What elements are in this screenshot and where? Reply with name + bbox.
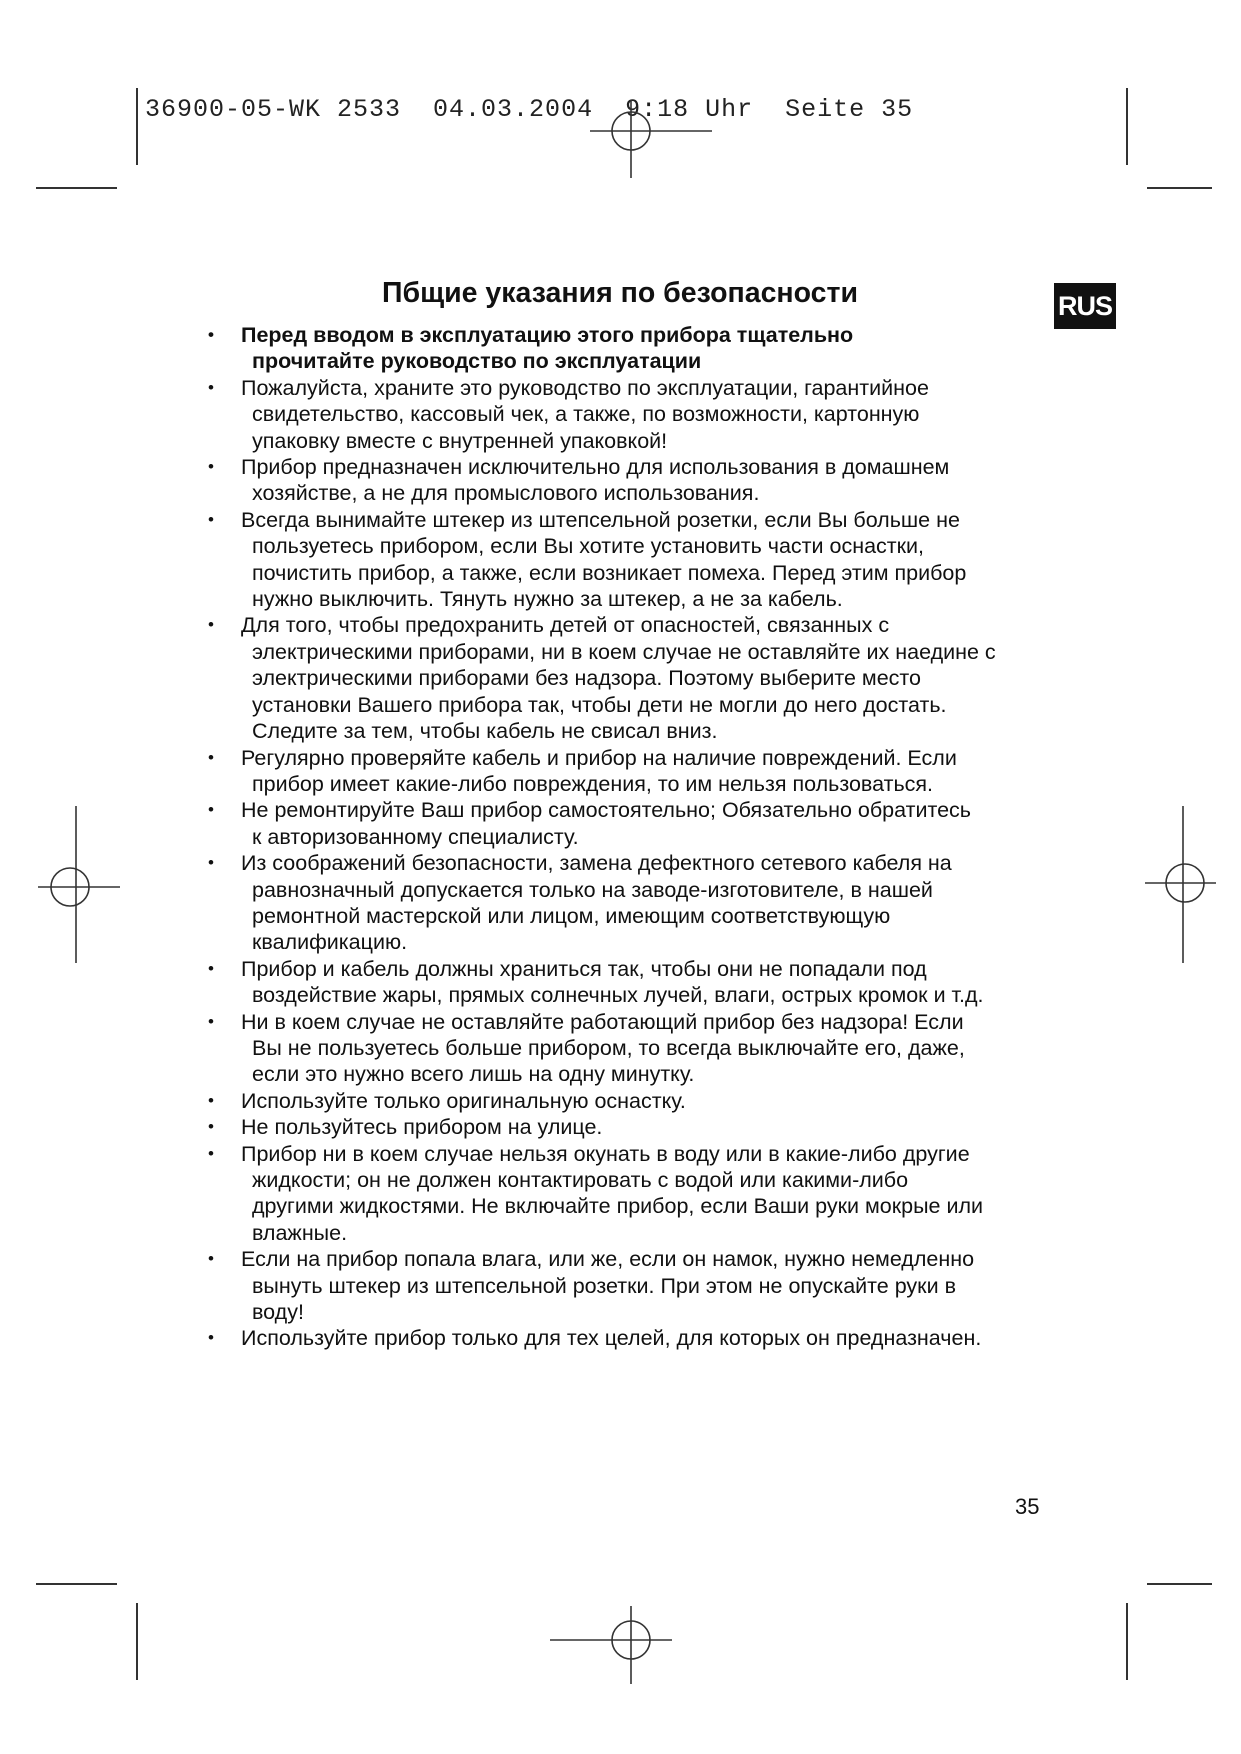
list-item-line: • Перед вводом в эксплуатацию этого прибора тщательно: [241, 323, 854, 347]
list-item-line: ремонтной мастерской или лицом, имеющим соответствующую: [252, 903, 891, 928]
list-item-line: вынуть штекер из штепсельной розетки. При этом не опускайте руки в: [252, 1273, 956, 1298]
list-item-line: воздействие жары, прямых солнечных лучей, влаги, острых кромок и т.д.: [252, 983, 984, 1008]
list-item-line: • Не пользуйтесь прибором на улице.: [241, 1115, 603, 1140]
list-item-line: • Пожалуйста, храните это руководство по эксплуатации, гарантийное: [241, 375, 929, 400]
list-item: [208, 1088, 1068, 1114]
list-item: [208, 956, 1068, 1009]
list-item-line: • Регулярно проверяйте кабель и прибор на наличие повреждений. Если: [241, 745, 957, 770]
list-item-line: свидетельство, кассовый чек, а также, по возможности, картонную: [252, 402, 920, 427]
registration-mark-left: [38, 806, 120, 963]
list-item-line: квалификацию.: [252, 930, 408, 955]
registration-mark-right: [1145, 806, 1216, 963]
list-item: [208, 1141, 1068, 1247]
list-item-line: почистить прибор, а также, если возникает помеха. Перед этим прибор: [252, 560, 967, 585]
list-item-line: • Из соображений безопасности, замена дефектного сетевого кабеля на: [241, 851, 952, 876]
list-item-line: воду!: [252, 1300, 304, 1325]
list-item-line: • Прибор и кабель должны храниться так, чтобы они не попадали под: [241, 956, 927, 981]
list-item-line: • Прибор ни в коем случае нельзя окунать в воду или в какие-либо другие: [241, 1141, 970, 1166]
list-item-line: • Прибор предназначен исключительно для использования в домашнем: [241, 455, 950, 480]
list-item-line: прибор имеет какие-либо повреждения, то им нельзя пользоваться.: [252, 771, 934, 796]
list-item-line: нужно выключить. Тянуть нужно за штекер, а не за кабель.: [252, 587, 843, 612]
list-item-line: электрическими приборами без надзора. Поэтому выберите место: [252, 666, 921, 691]
list-item-line: • Используйте только оригинальную оснастку.: [241, 1088, 686, 1113]
list-item-line: упаковку вместе с внутренней упаковкой!: [252, 428, 668, 453]
list-item: [208, 1246, 1068, 1325]
list-item: [208, 454, 1068, 507]
list-item-line: равнозначный допускается только на заводе-изготовителе, в нашей: [252, 877, 933, 902]
list-item-line: Вы не пользуетесь больше прибором, то всегда выключайте его, даже,: [252, 1035, 965, 1060]
list-item: [208, 375, 1068, 454]
list-item: [208, 1325, 1068, 1351]
list-item-line: пользуетесь прибором, если Вы хотите установить части оснастки,: [252, 534, 925, 559]
list-item: [208, 507, 1068, 613]
print-slug: 36900-05-WK 2533 04.03.2004 9:18 Uhr Seite 35: [145, 95, 914, 124]
list-item: [208, 850, 1068, 956]
language-tab: RUS: [1054, 283, 1116, 329]
list-item-line: • Если на прибор попала влага, или же, если он намок, нужно немедленно: [241, 1247, 975, 1272]
list-item-line: другими жидкостями. Не включайте прибор, если Ваши руки мокрые или: [252, 1194, 984, 1219]
list-item: [208, 745, 1068, 798]
list-item: [208, 1114, 1068, 1140]
list-item: [208, 797, 1068, 850]
list-item-line: влажные.: [252, 1220, 348, 1245]
list-item-line: • Всегда вынимайте штекер из штепсельной розетки, если Вы больше не: [241, 507, 960, 532]
list-item: [208, 322, 1068, 375]
list-item-line: • Используйте прибор только для тех целей, для которых он предназначен.: [241, 1326, 982, 1351]
list-item-line: к авторизованному специалисту.: [252, 824, 579, 849]
list-item-line: установки Вашего прибора так, чтобы дети не могли до него достать.: [252, 692, 947, 717]
list-item: [208, 612, 1068, 744]
safety-notes-list: [208, 322, 1068, 1352]
list-item: [208, 1009, 1068, 1088]
list-item-line: если это нужно всего лишь на одну минутку.: [252, 1062, 695, 1087]
list-item-line: • Ни в коем случае не оставляйте работающий прибор без надзора! Если: [241, 1009, 964, 1034]
page-title: Пбщие указания по безопасности: [381, 277, 858, 309]
list-item-line: • Для того, чтобы предохранить детей от опасностей, связанных с: [241, 613, 890, 638]
list-item-line: Следите за тем, чтобы кабель не свисал вниз.: [252, 719, 718, 744]
list-item-line: жидкости; он не должен контактировать с водой или какими-либо: [252, 1168, 909, 1192]
page-number: 35: [1015, 1494, 1040, 1519]
list-item-line: прочитайте руководство по эксплуатации: [252, 349, 702, 374]
registration-mark-bottom: [550, 1606, 672, 1684]
list-item-line: электрическими приборами, ни в коем случае не оставляйте их наедине с: [252, 639, 996, 664]
list-item-line: • Не ремонтируйте Ваш прибор самостоятельно; Обязательно обратитесь: [241, 798, 971, 823]
list-item-line: хозяйстве, а не для промыслового использования.: [252, 481, 760, 506]
